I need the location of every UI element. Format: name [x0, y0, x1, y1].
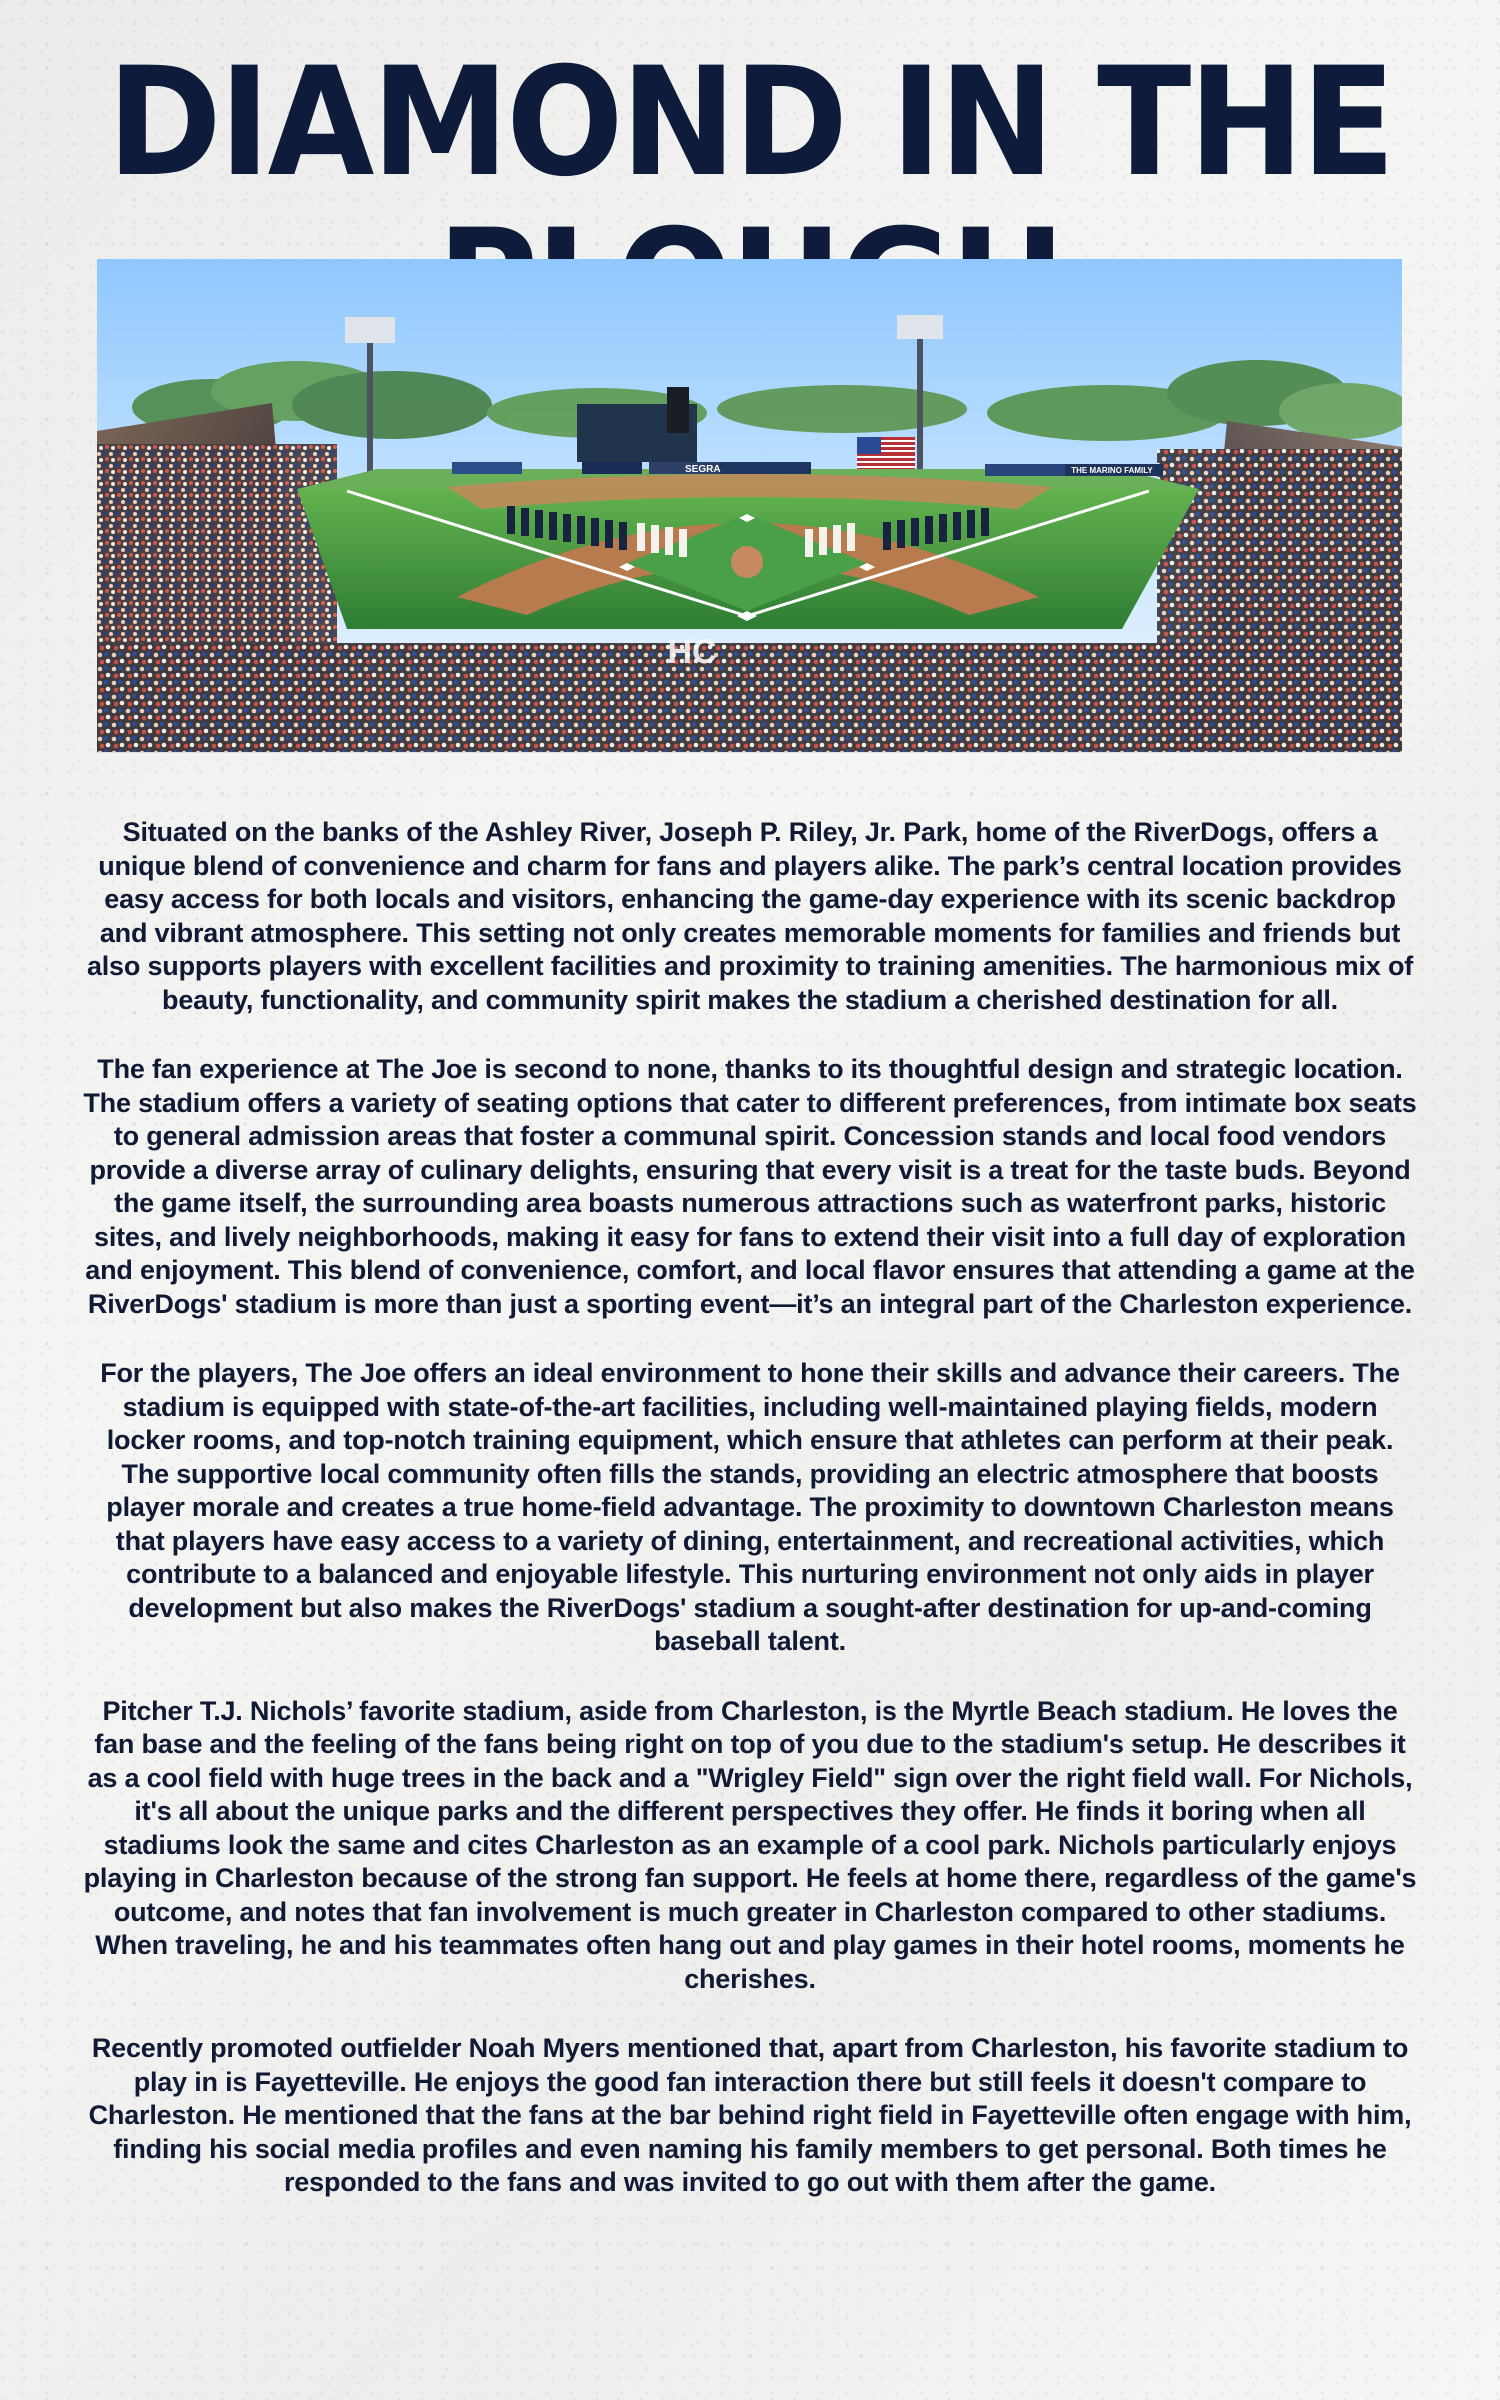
article-paragraph-4: Pitcher T.J. Nichols’ favorite stadium, aside from Charleston, is the Myrtle Beach stadium. He loves the fan base and the feeling of the fans being right on top of you due to the stadium's setup. He describes it as a cool field with huge trees in the back and a "Wrigley Field" sign over the right field wall. For Nichols, it's all about the unique parks and the different perspectives they offer. He finds it boring when all stadiums look the same and cites Charleston as an example of a cool park. Nichols particularly enjoys playing in Charleston because of the strong fan support. He feels at home there, regardless of the game's outcome, and notes that fan involvement is much greater in Charleston compared to other stadiums. When traveling, he and his teammates often hang out and play games in their hotel rooms, moments he cherishes. — [83, 1695, 1417, 1994]
page-title: DIAMOND IN THE — [107, 36, 1393, 210]
svg-text:HC: HC — [667, 633, 717, 671]
article-paragraph-2: The fan experience at The Joe is second to none, thanks to its thoughtful design and strategic location. The stadium offers a variety of seating options that cater to different preferences, from intimate box seats to general admission areas that foster a communal spirit. Concession stands and local food vendors provide a diverse array of culinary delights, ensuring that every visit is a treat for the taste buds. Beyond the game itself, the surrounding area boasts numerous attractions such as waterfront parks, historic sites, and lively neighborhoods, making it easy for fans to extend their visit into a full day of exploration and enjoyment. This blend of convenience, comfort, and local flavor ensures that attending a game at the RiverDogs' stadium is more than just a sporting event—it’s an integral part of the Charleston experience. — [83, 1054, 1417, 1319]
article-paragraph-5: Recently promoted outfielder Noah Myers mentioned that, apart from Charleston, his favorite stadium to play in is Fayetteville. He enjoys the good fan interaction there but still feels it doesn't compare to Charleston. He mentioned that the fans at the bar behind right field in Fayetteville often engage with him, finding his social media profiles and even naming his family members to get personal. Both times he responded to the fans and was invited to go out with them after the game. — [88, 2033, 1412, 2197]
segra-sign: SEGRA — [685, 464, 721, 475]
article-paragraph-1: Situated on the banks of the Ashley River, Joseph P. Riley, Jr. Park, home of the RiverDogs, offers a unique blend of convenience and charm for fans and players alike. The park’s central location provides easy access for both locals and visitors, enhancing the game-day experience with its scenic backdrop and vibrant atmosphere. This setting not only creates memorable moments for families and friends but also supports players with excellent facilities and proximity to training amenities. The harmonious mix of beauty, functionality, and community spirit makes the stadium a cherished destination for all. — [86, 817, 1414, 1015]
stadium-photo — [97, 259, 1402, 752]
article-body — [83, 816, 1417, 2236]
article-paragraph-3: For the players, The Joe offers an ideal environment to hone their skills and advance their careers. The stadium is equipped with state-of-the-art facilities, including well-maintained playing fields, modern locker rooms, and top-notch training equipment, which ensure that athletes can perform at their peak. The supportive local community often fills the stands, providing an electric atmosphere that boosts player morale and creates a true home-field advantage. The proximity to downtown Charleston means that players have easy access to a variety of dining, entertainment, and recreational activities, which contribute to a balanced and enjoyable lifestyle. This nurturing environment not only aids in player development but also makes the RiverDogs' stadium a sought-after destination for up-and-coming baseball talent. — [100, 1358, 1400, 1656]
stadium-illustration — [97, 259, 1402, 752]
marino-family-sign: THE MARINO FAMILY — [1071, 466, 1153, 475]
